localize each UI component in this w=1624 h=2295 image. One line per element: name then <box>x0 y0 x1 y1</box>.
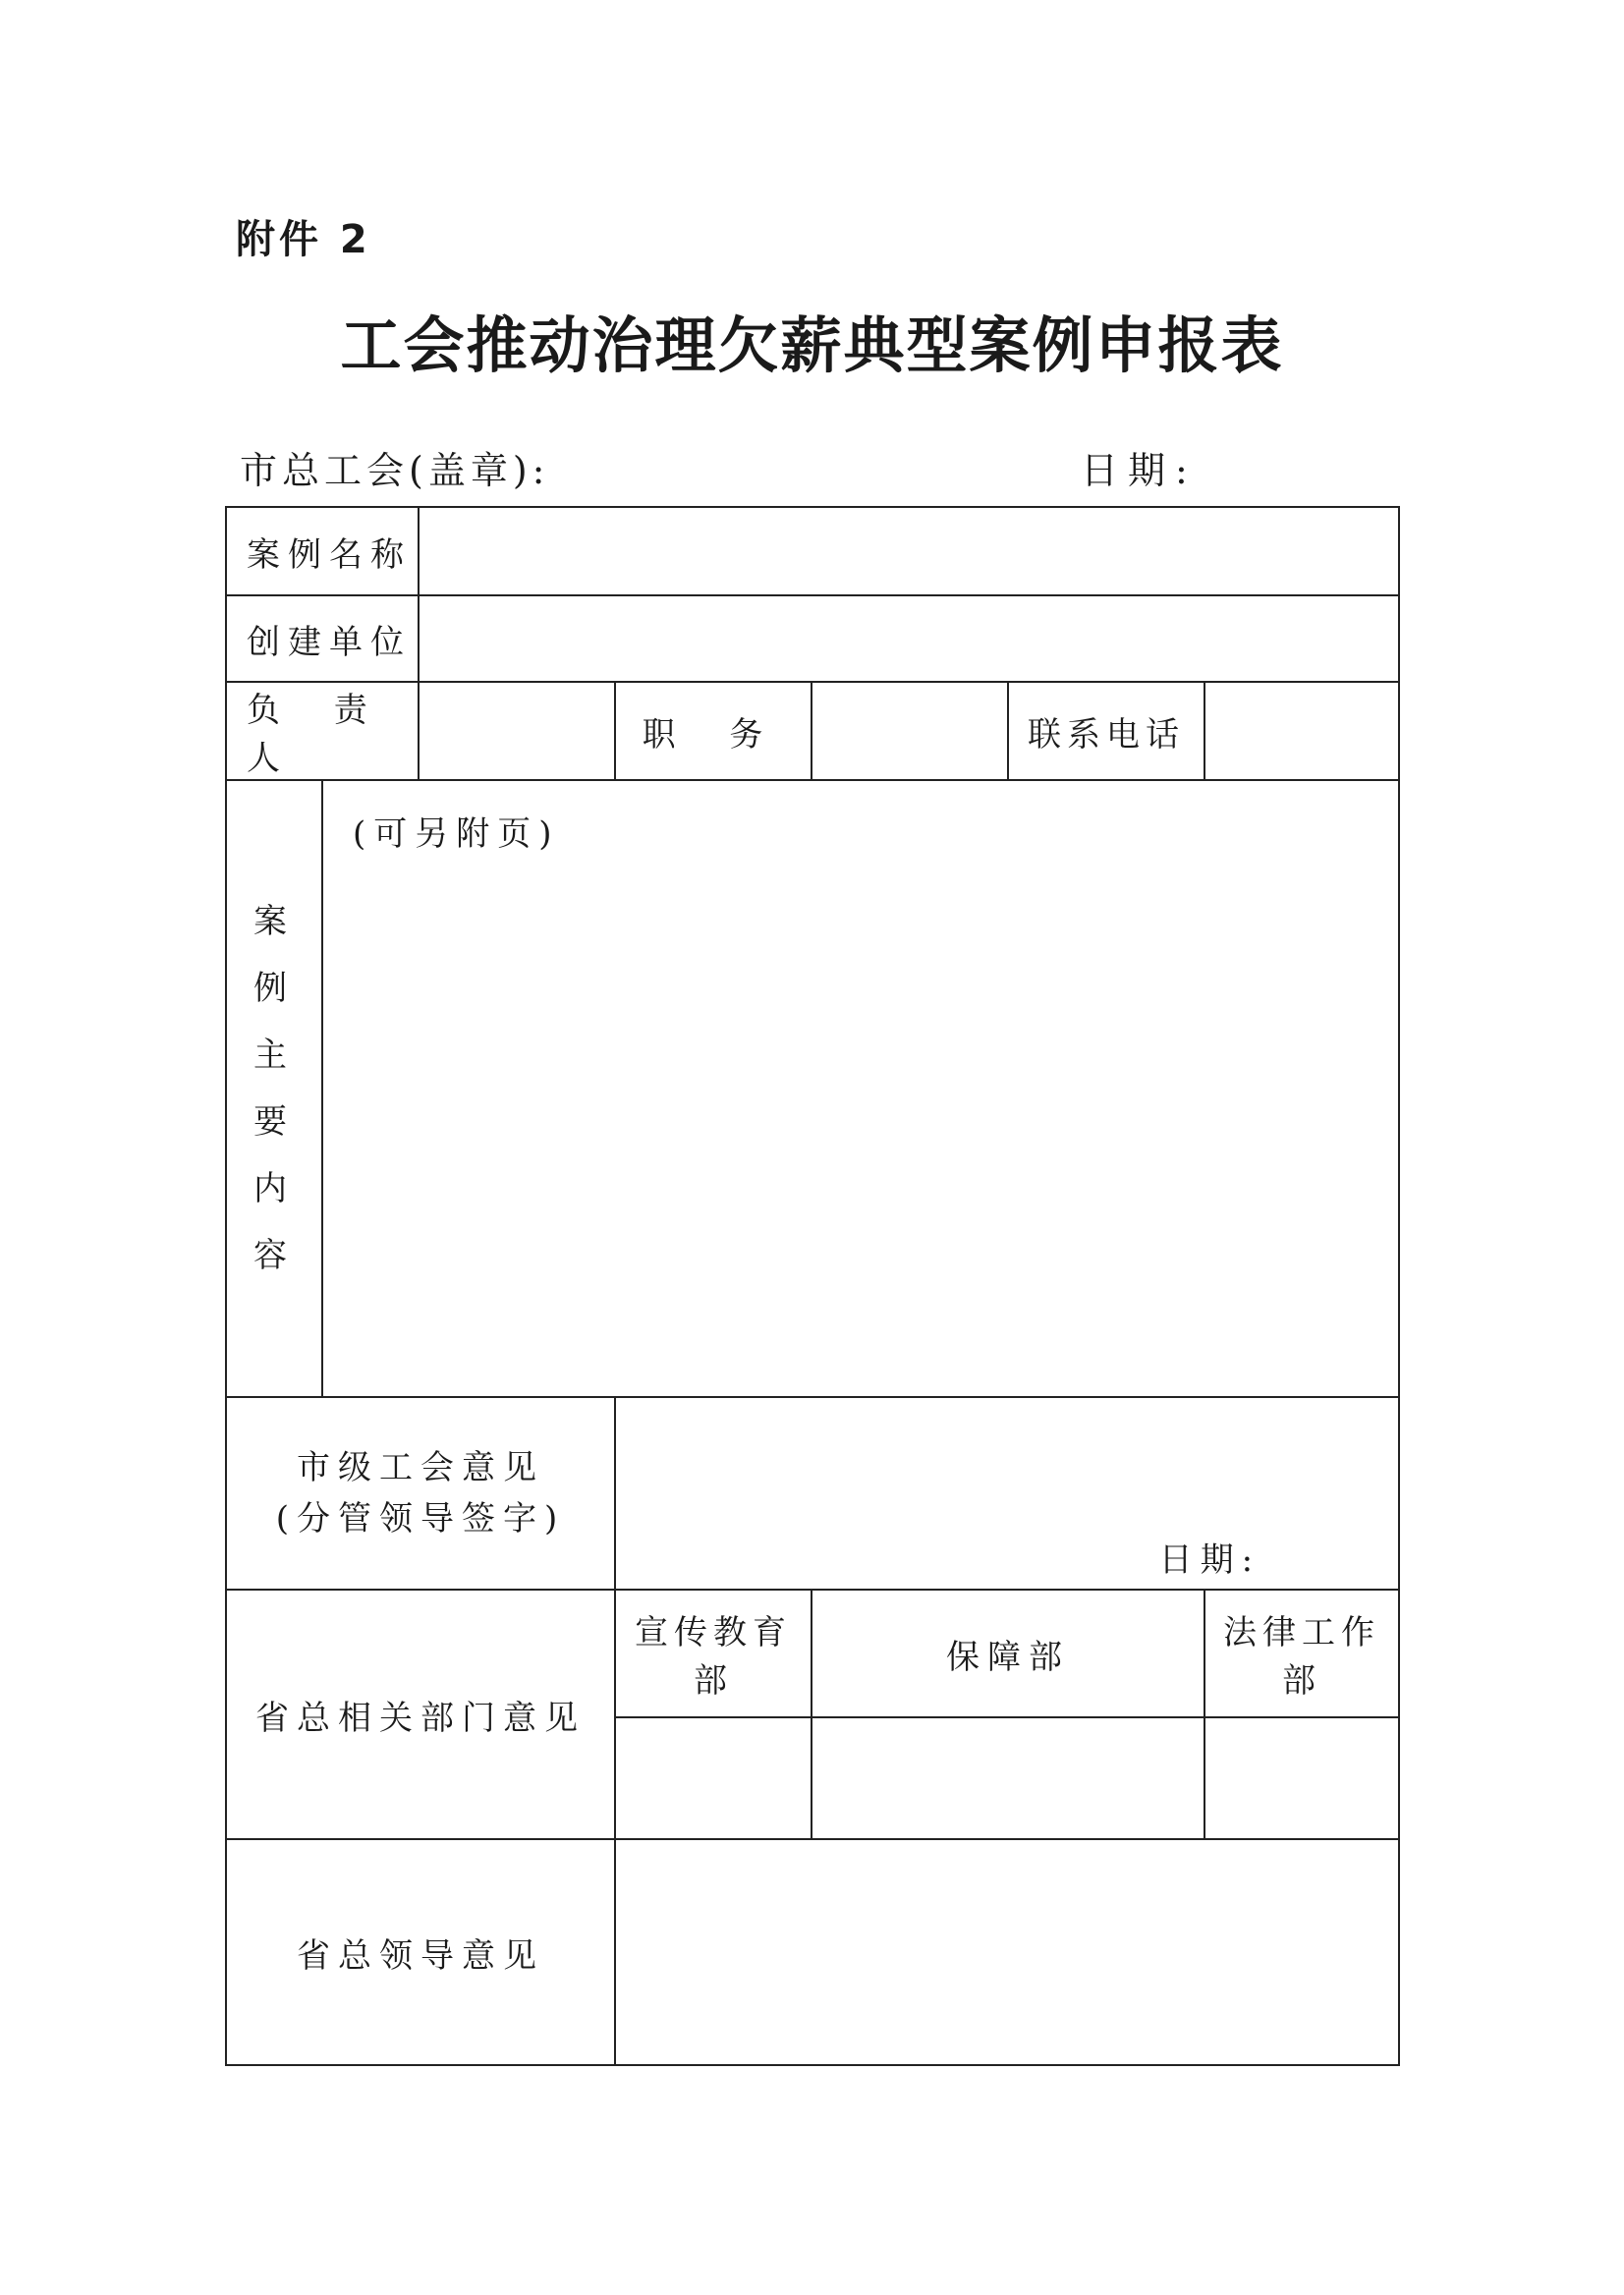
phone-field[interactable] <box>1204 682 1399 780</box>
city-opinion-label <box>226 1397 615 1590</box>
dept-publicity-education: 宣传教育部 <box>615 1590 812 1717</box>
position-field[interactable] <box>812 682 1008 780</box>
city-opinion-label-line2: (分管领导签字) <box>275 1499 566 1539</box>
dept-legal-affairs: 法律工作部 <box>1204 1590 1399 1717</box>
creating-unit-field[interactable] <box>419 595 1399 682</box>
row-city-opinion <box>226 1397 1399 1590</box>
row-contact <box>226 682 1399 780</box>
row-leader-opinion <box>226 1839 1399 2065</box>
row-dept-headers <box>226 1590 1399 1717</box>
row-main-content <box>226 780 1399 1397</box>
provincial-leader-opinion-field[interactable] <box>615 1839 1399 2065</box>
city-opinion-date-label: 日期: <box>1158 1540 1261 1580</box>
row-creating-unit <box>226 595 1399 682</box>
position-label: 职 务 <box>615 682 812 780</box>
phone-label: 联系电话 <box>1008 682 1204 780</box>
main-content-label-char: 例 <box>253 969 295 1008</box>
main-content-label-char: 容 <box>253 1236 295 1275</box>
creating-unit-label: 创建单位 <box>226 595 419 682</box>
dept-security: 保障部 <box>812 1590 1204 1717</box>
union-seal-label: 市总工会(盖章): <box>240 449 550 492</box>
city-opinion-field[interactable] <box>615 1397 1399 1590</box>
person-in-charge-label: 负 责 人 <box>226 682 419 780</box>
dept-legal-affairs-opinion-field[interactable] <box>1204 1717 1399 1839</box>
dept-security-opinion-field[interactable] <box>812 1717 1204 1839</box>
case-name-label: 案例名称 <box>226 507 419 595</box>
application-form-table <box>225 506 1400 2066</box>
attachment-label: 附件 2 <box>236 217 371 262</box>
header-date-label: 日期: <box>1081 449 1198 492</box>
page-title: 工会推动治理欠薪典型案例申报表 <box>340 309 1284 381</box>
provincial-dept-opinion-label: 省总相关部门意见 <box>226 1590 615 1839</box>
provincial-leader-opinion-label: 省总领导意见 <box>226 1839 615 2065</box>
main-content-label <box>226 780 322 1397</box>
main-content-label-char: 案 <box>253 902 295 941</box>
main-content-label-char: 内 <box>253 1169 295 1208</box>
case-name-field[interactable] <box>419 507 1399 595</box>
main-content-label-char: 要 <box>253 1102 295 1142</box>
row-case-name <box>226 507 1399 595</box>
main-content-field[interactable] <box>322 780 1399 1397</box>
main-content-label-char: 主 <box>253 1036 295 1075</box>
dept-publicity-education-opinion-field[interactable] <box>615 1717 812 1839</box>
city-opinion-label-line1: 市级工会意见 <box>297 1448 544 1487</box>
main-content-note: (可另附页) <box>353 814 560 854</box>
person-in-charge-field[interactable] <box>419 682 615 780</box>
